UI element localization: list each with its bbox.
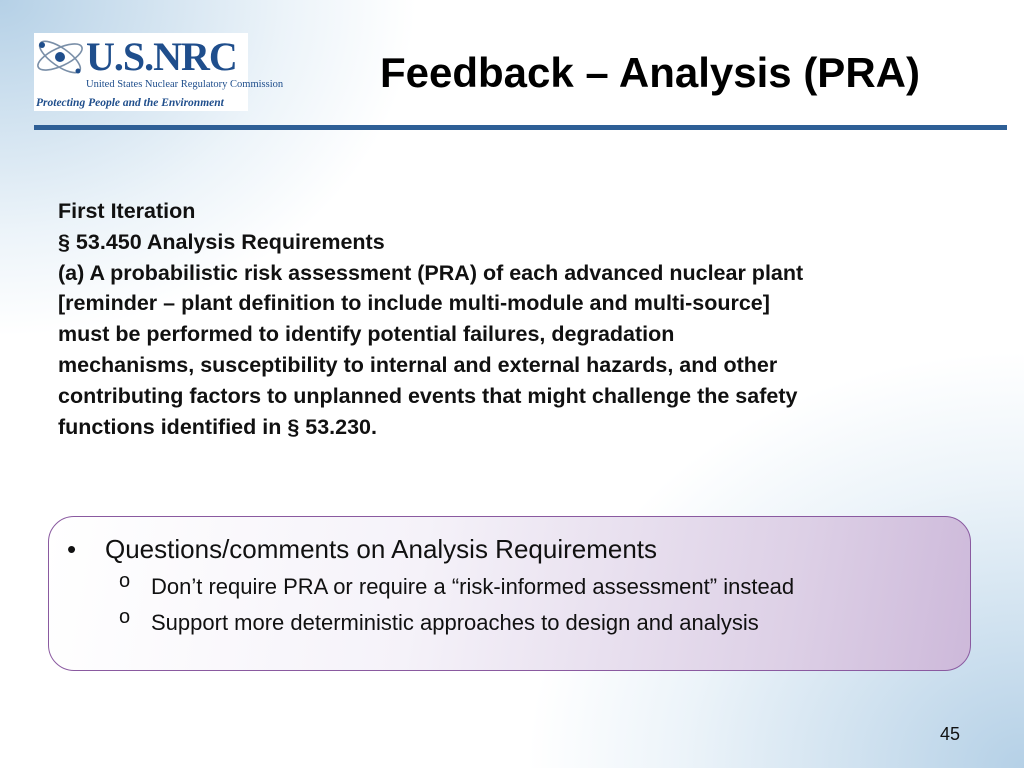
body-line: § 53.450 Analysis Requirements: [58, 229, 385, 254]
sub-bullet-icon: o: [119, 570, 131, 592]
body-line: First Iteration: [58, 199, 196, 223]
body-text: [58, 196, 958, 442]
logo-wordmark: U.S.NRC: [86, 34, 237, 79]
body-line: contributing factors to unplanned events that might challenge the safety: [58, 383, 798, 408]
sub-bullet-text: Don’t require PRA or require a “risk-informed assessment” instead: [151, 574, 795, 599]
sub-bullet-icon: o: [119, 606, 131, 628]
body-line: must be performed to identify potential failures, degradation: [58, 322, 675, 347]
body-line: mechanisms, susceptibility to internal and external hazards, and other: [58, 352, 778, 377]
body-line: (a) A probabilistic risk assessment (PRA) of each advanced nuclear plant: [58, 260, 804, 285]
logo-agency-name: United States Nuclear Regulatory Commission: [86, 79, 284, 90]
bullet-icon: •: [67, 534, 77, 564]
body-line: functions identified in § 53.230.: [58, 414, 377, 439]
logo-tagline: Protecting People and the Environment: [36, 97, 224, 109]
bullet-text: Questions/comments on Analysis Requirements: [105, 534, 658, 564]
atom-icon: [34, 33, 90, 97]
page-number: 45: [940, 724, 961, 744]
body-line: [reminder – plant definition to include multi-module and multi-source]: [58, 291, 770, 316]
nrc-logo: [34, 33, 284, 111]
sub-bullet-text: Support more deterministic approaches to design and analysis: [151, 610, 759, 635]
title-divider: [34, 125, 1007, 130]
questions-box: [48, 516, 971, 671]
slide-title: Feedback – Analysis (PRA): [380, 49, 920, 96]
